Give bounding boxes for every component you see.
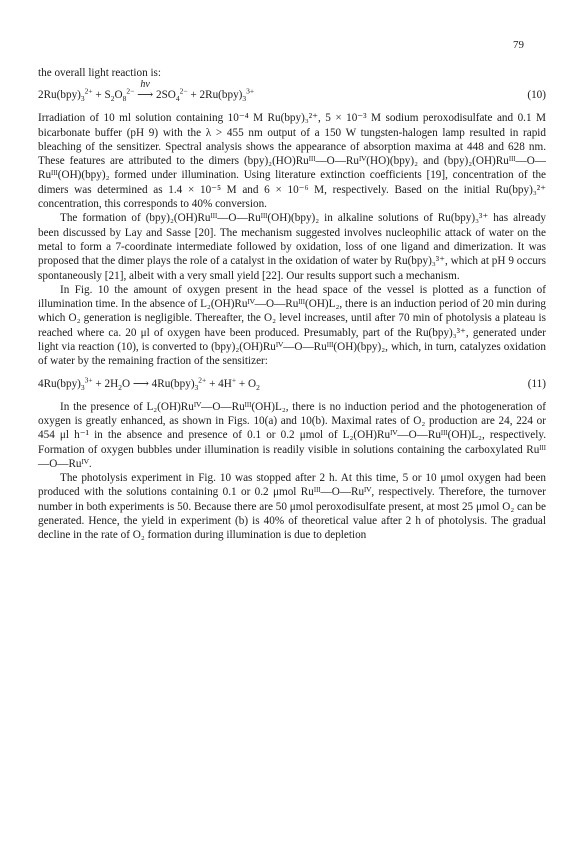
equation-10 <box>38 79 546 104</box>
equation-11-number: (11) <box>527 377 546 390</box>
body-text <box>38 66 546 543</box>
page-number: 79 <box>513 39 524 51</box>
paragraph-presence: In the presence of L₂(OH)Ruᴵⱽ—O—Ruᴵᴵᴵ(OH)L₂, there is no induction period and the photogeneration of oxygen is greatly enhanced, as shown in Figs. 10(a) and 10(b). Maximal rates of O₂ production are 24, 224 or 454 μl h⁻¹ in the absence and presence of 0.1 or 0.2 μmol of L₂(OH)Ruᴵⱽ—O—Ruᴵᴵᴵ(OH)L₂, respectively. Formation of oxygen bubbles under illumination is readily visible in solutions containing the carboxylated Ruᴵᴵᴵ—O—Ruᴵⱽ. <box>38 400 546 470</box>
intro-line: the overall light reaction is: <box>38 67 162 79</box>
equation-11-expression: $4Ru(bpy)_3^{3+} + 2H_2O$ ⟶ $4Ru(bpy)_3^{2+} + 4H^+ + O_2$ <box>38 374 260 392</box>
paragraph-fig10: In Fig. 10 the amount of oxygen present in the head space of the vessel is plotted as a function of illumination time. In the absence of L₂(OH)Ruᴵⱽ—O—Ruᴵᴵᴵ(OH)L₂, there is an induction period of 20 min during which O₂ generation is negligible. Thereafter, the O₂ level increases, until after 70 min of photolysis a plateau is reached where ca. 20 μl of oxygen have been produced. Presumably, part of the Ru(bpy)₃³⁺, generated under light via reaction (10), is converted to (bpy)₂(OH)Ruᴵⱽ—O—Ruᴵᴵᴵ(OH)(bpy)₂, which, in turn, catalyzes oxidation of water by the remaining fraction of the sensitizer: <box>38 283 546 368</box>
reaction-arrow: hν ⟶ <box>137 79 154 102</box>
equation-11 <box>38 374 546 392</box>
equation-10-number: (10) <box>527 89 546 102</box>
equation-10-expression: $2Ru(bpy)_3^{2+} + S_2O_8^{2-}$ hν ⟶ $2SO_4^{2-} + 2Ru(bpy)_3^{3+}$ <box>38 79 255 104</box>
paragraph-formation: The formation of (bpy)₂(OH)Ruᴵᴵᴵ—O—Ruᴵᴵᴵ(OH)(bpy)₂ in alkaline solutions of Ru(bpy)₃³⁺ has already been discussed by Lay and Sasse [20]. The mechanism suggested involves nucleophilic attack of water on the metal to form a 7-coordinate intermediate followed by oxidation, loss of one ligand and dimerization. It was proposed that the dimer plays the role of a catalyst in the oxidation of water by Ru(bpy)₃³⁺, which at pH 9 occurs spontaneously [21], albeit with a very small yield [22]. Our results support such a mechanism. <box>38 212 546 282</box>
light-label: hν <box>140 79 150 91</box>
paragraph-photolysis: The photolysis experiment in Fig. 10 was stopped after 2 h. At this time, 5 or 10 μmol oxygen had been produced with the solutions containing 0.1 or 0.2 μmol Ruᴵᴵᴵ—O—Ruᴵⱽ, respectively. Therefore, the turnover number in both experiments is 50. Because there are 50 μmol peroxodisulfate present, at most 25 μmol O₂ can be generated. Hence, the yield in experiment (b) is 40% of theoretical value after 2 h of photolysis. The gradual decline in the rate of O₂ formation during illumination is due to depletion <box>38 472 546 542</box>
paragraph-irradiation: Irradiation of 10 ml solution containing 10⁻⁴ M Ru(bpy)₃²⁺, 5 × 10⁻³ M sodium peroxodisulfate and 0.1 M bicarbonate buffer (pH 9) with the λ > 455 nm output of a 150 W tungsten-halogen lamp resulted in rapid bleaching of the sensitizer. Spectral analysis shows the appearance of absorption maxima at 448 and 628 nm. These features are attributed to the dimers (bpy)₂(HO)Ruᴵᴵᴵ—O—Ruᴵⱽ(HO)(bpy)₂ and (bpy)₂(OH)Ruᴵᴵᴵ—O—Ruᴵᴵᴵ(OH)(bpy)₂ formed under illumination. Using literature extinction coefficients [19], concentration of the dimers was determined as 1.4 × 10⁻⁵ M and 6 × 10⁻⁶ M, respectively. Based on the initial Ru(bpy)₃²⁺ concentration, this corresponds to 40% conversion. <box>38 112 546 211</box>
